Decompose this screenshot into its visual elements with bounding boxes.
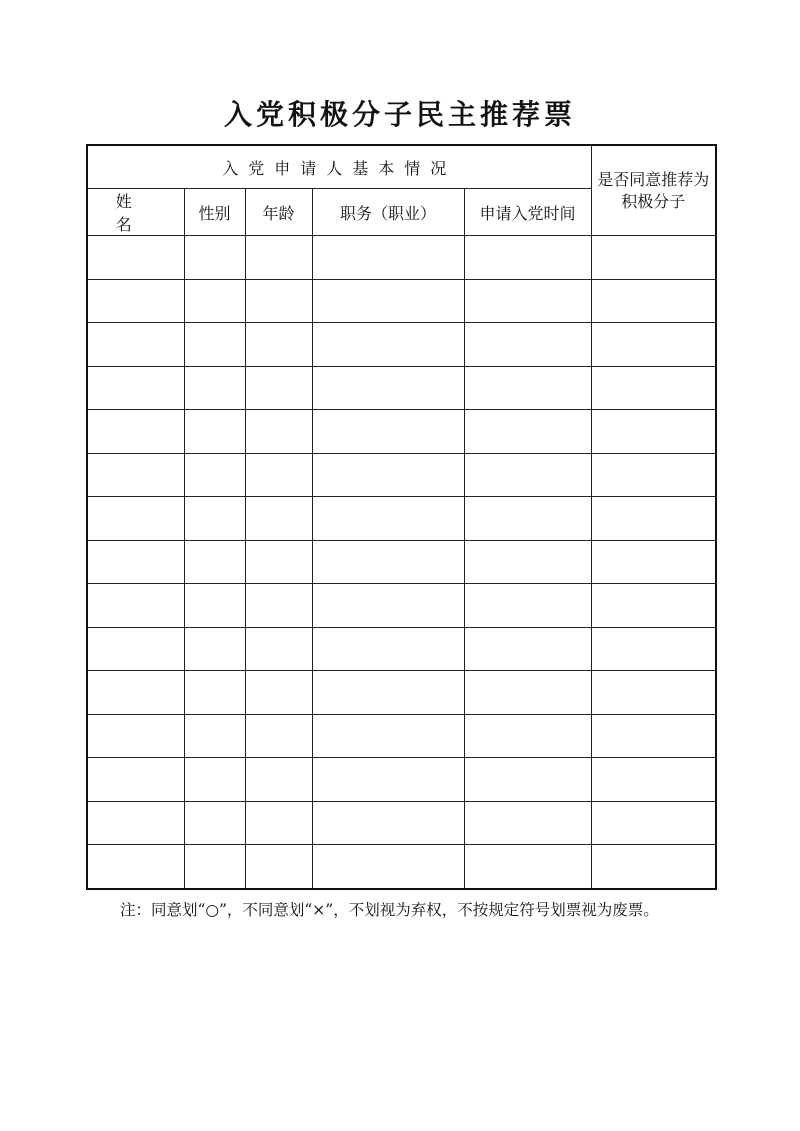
recommend-cell[interactable] xyxy=(591,323,716,367)
document-title: 入党积极分子民主推荐票 xyxy=(223,98,576,131)
age-cell[interactable] xyxy=(245,627,312,671)
application-date-cell[interactable] xyxy=(464,584,591,628)
position-cell[interactable] xyxy=(312,584,464,628)
recommend-cell[interactable] xyxy=(591,540,716,584)
position-cell[interactable] xyxy=(312,410,464,454)
recommend-cell[interactable] xyxy=(591,627,716,671)
gender-cell[interactable] xyxy=(184,279,245,323)
name-cell[interactable] xyxy=(87,323,184,367)
recommend-cell[interactable] xyxy=(591,714,716,758)
gender-cell[interactable] xyxy=(184,497,245,541)
application-date-cell[interactable] xyxy=(464,801,591,845)
position-cell[interactable] xyxy=(312,671,464,715)
position-cell[interactable] xyxy=(312,714,464,758)
table-row xyxy=(87,758,716,802)
age-cell[interactable] xyxy=(245,279,312,323)
age-cell[interactable] xyxy=(245,845,312,889)
ballot-note: 注：同意划“○”，不同意划“×”，不划视为弃权，不按规定符号划票视为废票。 xyxy=(120,901,659,919)
table-row xyxy=(87,540,716,584)
table-row xyxy=(87,236,716,280)
recommend-cell[interactable] xyxy=(591,497,716,541)
application-date-cell[interactable] xyxy=(464,758,591,802)
gender-cell[interactable] xyxy=(184,323,245,367)
table-row xyxy=(87,714,716,758)
application-date-cell[interactable] xyxy=(464,236,591,280)
application-date-column-header: 申请入党时间 xyxy=(464,189,591,236)
name-cell[interactable] xyxy=(87,236,184,280)
position-cell[interactable] xyxy=(312,758,464,802)
application-date-cell[interactable] xyxy=(464,410,591,454)
gender-cell[interactable] xyxy=(184,758,245,802)
age-cell[interactable] xyxy=(245,584,312,628)
table-row xyxy=(87,845,716,889)
position-cell[interactable] xyxy=(312,366,464,410)
gender-cell[interactable] xyxy=(184,584,245,628)
position-column-header: 职务（职业） xyxy=(312,189,464,236)
gender-cell[interactable] xyxy=(184,366,245,410)
position-cell[interactable] xyxy=(312,279,464,323)
age-cell[interactable] xyxy=(245,671,312,715)
position-cell[interactable] xyxy=(312,845,464,889)
table-row xyxy=(87,671,716,715)
application-date-cell[interactable] xyxy=(464,540,591,584)
application-date-cell[interactable] xyxy=(464,453,591,497)
gender-cell[interactable] xyxy=(184,627,245,671)
age-cell[interactable] xyxy=(245,540,312,584)
recommend-cell[interactable] xyxy=(591,671,716,715)
position-cell[interactable] xyxy=(312,236,464,280)
application-date-cell[interactable] xyxy=(464,671,591,715)
position-cell[interactable] xyxy=(312,323,464,367)
age-cell[interactable] xyxy=(245,801,312,845)
name-cell[interactable] xyxy=(87,584,184,628)
age-cell[interactable] xyxy=(245,323,312,367)
age-column-header: 年龄 xyxy=(245,189,312,236)
recommend-cell[interactable] xyxy=(591,584,716,628)
name-cell[interactable] xyxy=(87,758,184,802)
age-cell[interactable] xyxy=(245,410,312,454)
gender-cell[interactable] xyxy=(184,845,245,889)
name-cell[interactable] xyxy=(87,366,184,410)
table-row xyxy=(87,584,716,628)
table-row xyxy=(87,279,716,323)
position-cell[interactable] xyxy=(312,627,464,671)
age-cell[interactable] xyxy=(245,497,312,541)
application-date-cell[interactable] xyxy=(464,366,591,410)
name-cell[interactable] xyxy=(87,453,184,497)
gender-cell[interactable] xyxy=(184,714,245,758)
age-cell[interactable] xyxy=(245,758,312,802)
gender-column-header: 性别 xyxy=(184,189,245,236)
recommend-cell[interactable] xyxy=(591,236,716,280)
name-cell[interactable] xyxy=(87,627,184,671)
gender-cell[interactable] xyxy=(184,671,245,715)
recommend-header: 是否同意推荐为积极分子 xyxy=(591,145,716,236)
position-cell[interactable] xyxy=(312,801,464,845)
name-column-header: 姓 名 xyxy=(87,189,184,236)
age-cell[interactable] xyxy=(245,453,312,497)
name-cell[interactable] xyxy=(87,279,184,323)
application-date-cell[interactable] xyxy=(464,323,591,367)
table-row xyxy=(87,366,716,410)
table-row xyxy=(87,323,716,367)
position-cell[interactable] xyxy=(312,453,464,497)
gender-cell[interactable] xyxy=(184,410,245,454)
recommendation-table xyxy=(86,144,717,890)
position-cell[interactable] xyxy=(312,540,464,584)
application-date-cell[interactable] xyxy=(464,714,591,758)
gender-cell[interactable] xyxy=(184,540,245,584)
name-cell[interactable] xyxy=(87,410,184,454)
age-cell[interactable] xyxy=(245,366,312,410)
gender-cell[interactable] xyxy=(184,236,245,280)
table-row xyxy=(87,497,716,541)
table-row xyxy=(87,627,716,671)
table-row xyxy=(87,453,716,497)
recommend-cell[interactable] xyxy=(591,279,716,323)
recommend-cell[interactable] xyxy=(591,758,716,802)
age-cell[interactable] xyxy=(245,236,312,280)
applicant-info-header: 入党申请人基本情况 xyxy=(87,145,591,189)
table-row xyxy=(87,801,716,845)
name-cell[interactable] xyxy=(87,497,184,541)
name-cell[interactable] xyxy=(87,801,184,845)
name-cell[interactable] xyxy=(87,540,184,584)
recommend-cell[interactable] xyxy=(591,845,716,889)
recommend-cell[interactable] xyxy=(591,366,716,410)
age-cell[interactable] xyxy=(245,714,312,758)
recommend-cell[interactable] xyxy=(591,801,716,845)
application-date-cell[interactable] xyxy=(464,497,591,541)
recommend-cell[interactable] xyxy=(591,410,716,454)
table-row xyxy=(87,410,716,454)
application-date-cell[interactable] xyxy=(464,627,591,671)
gender-cell[interactable] xyxy=(184,801,245,845)
name-cell[interactable] xyxy=(87,671,184,715)
application-date-cell[interactable] xyxy=(464,279,591,323)
position-cell[interactable] xyxy=(312,497,464,541)
recommend-cell[interactable] xyxy=(591,453,716,497)
application-date-cell[interactable] xyxy=(464,845,591,889)
gender-cell[interactable] xyxy=(184,453,245,497)
name-cell[interactable] xyxy=(87,845,184,889)
name-cell[interactable] xyxy=(87,714,184,758)
